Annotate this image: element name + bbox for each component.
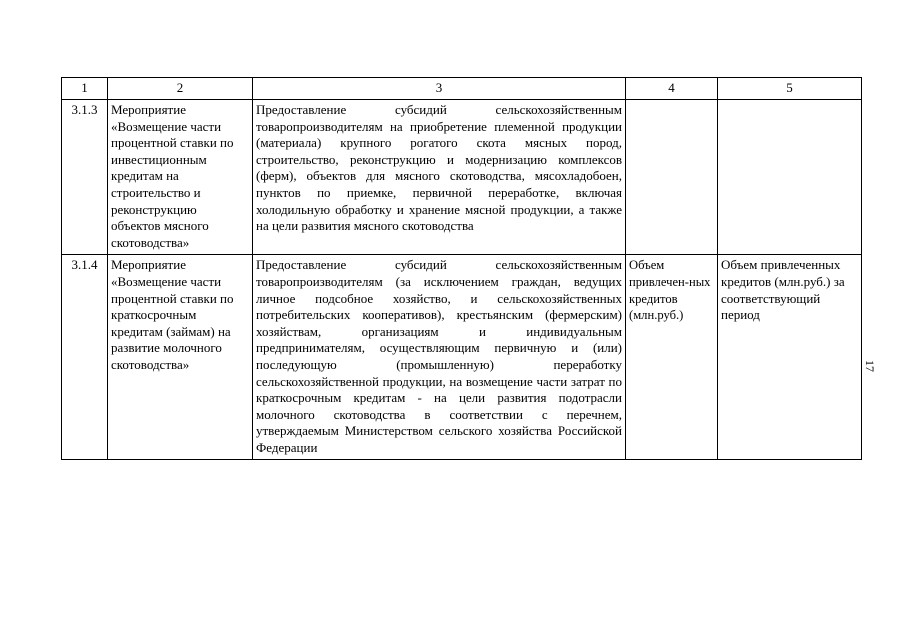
header-col-1: 1 xyxy=(62,78,108,100)
header-col-2: 2 xyxy=(108,78,253,100)
table-row xyxy=(62,100,862,255)
row-number: 3.1.4 xyxy=(62,255,108,460)
measure-description: Предоставление субсидий сельскохозяйственным товаропроизводителям (за исключением граждан, ведущих личное подсобное хозяйство, и сельскохозяйственных потребительских кооперативов), крестьянским (фермерским) хозяйствам, организациям и индивидуальным предпринимателям, осуществляющим первичную и (или) последующую (промышленную) переработку сельскохозяйственной продукции, на возмещение части затрат по краткосрочным кредитам - на цели развития подотрасли молочного скотоводства в соответствии с перечнем, утверждаемым Министерством сельского хозяйства Российской Федерации xyxy=(253,255,626,460)
measure-name: Мероприятие «Возмещение части процентной ставки по инвестиционным кредитам на строительство и реконструкцию объектов мясного скотоводства» xyxy=(108,100,253,255)
measure-description: Предоставление субсидий сельскохозяйственным товаропроизводителям на приобретение племенной продукции (материала) крупного рогатого скота мясных пород, строительство, реконструкцию и модернизацию комплексов (ферм), объектов для мясного скотоводства, мясохладобоен, пунктов по приемке, первичной переработке, включая холодильную обработку и хранение мясной продукции, а также на цели развития мясного скотоводства xyxy=(253,100,626,255)
header-col-4: 4 xyxy=(626,78,718,100)
measure-name: Мероприятие «Возмещение части процентной ставки по краткосрочным кредитам (займам) на развитие молочного скотоводства» xyxy=(108,255,253,460)
page-number: 17 xyxy=(863,360,877,372)
header-col-3: 3 xyxy=(253,78,626,100)
header-col-5: 5 xyxy=(718,78,862,100)
header-row xyxy=(62,78,862,100)
table-row xyxy=(62,255,862,460)
indicator-name xyxy=(626,100,718,255)
indicator-name: Объем привлечен-ных кредитов (млн.руб.) xyxy=(626,255,718,460)
indicator-description: Объем привлеченных кредитов (млн.руб.) за соответствующий период xyxy=(718,255,862,460)
program-table xyxy=(61,77,862,460)
indicator-description xyxy=(718,100,862,255)
row-number: 3.1.3 xyxy=(62,100,108,255)
